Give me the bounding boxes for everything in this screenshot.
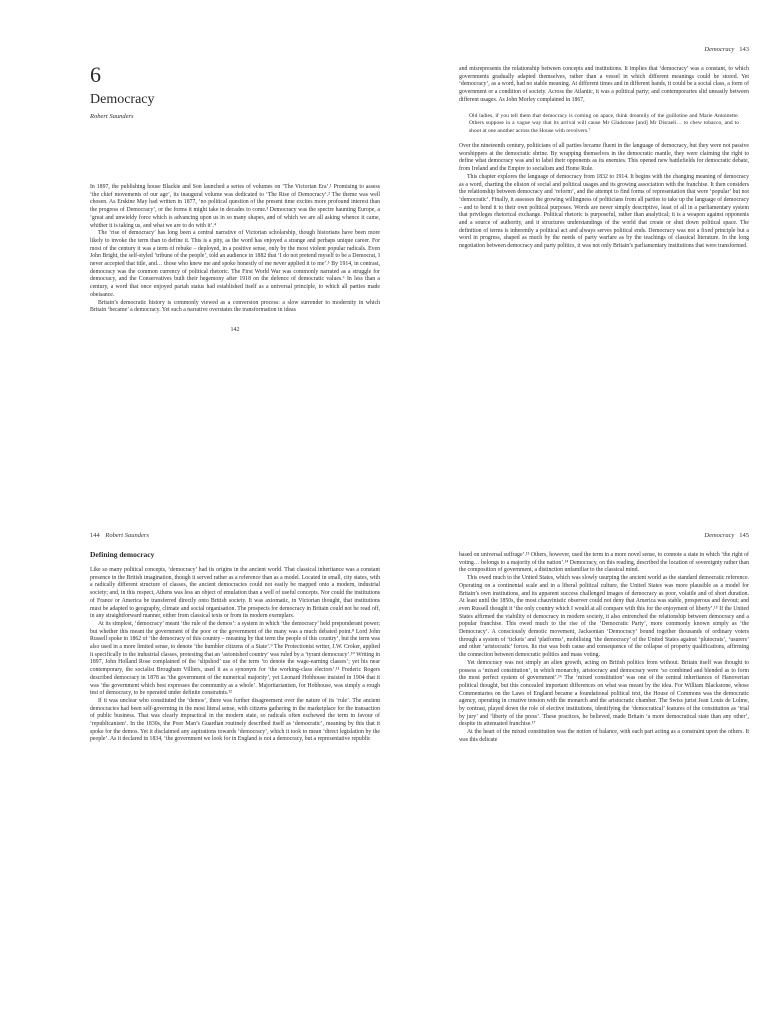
running-head <box>459 46 749 56</box>
block-quote: Old ladies, if you tell them that democracy is coming on apace, think dreamily of the guillotine and Marie Antoinette. Others suppose in a vague way that its arrival will cause Mr Gladstone [and] Mr Disraeli… to chew tobacco, and to shoot at one another across the House with revolvers.⁷ <box>469 112 739 134</box>
chapter-number: 6 <box>90 62 101 87</box>
paragraph: Like so many political concepts, ‘democracy’ had its origins in the ancient world. That classical inheritance was a constant presence in the British imagination, though it served rather as a reference than as a model. Located in small, city states, with a radically different structure of classes, the ancient democracies could not easily be mapped onto a modern, industrial society; and, in this respect, Athens was less an object of emulation than a well of useful concepts. Nor could the institutions of France or America be transferred directly onto British society. It was axiomatic, in Victorian thought, that institutions must be adapted to geography, climate and social organisation. The prospects for democracy in Britain could not be read off, in any straightforward manner, either from classical texts or from its modern exemplars. <box>90 567 380 620</box>
page-number: 144 <box>90 532 100 539</box>
paragraph: In 1897, the publishing house Blackie and Son launched a series of volumes on ‘The Victorian Era’.¹ Promising to assess ‘the chief movements of our age’, its inaugural volume was dedicated to ‘The Rise of Democracy’.² The theme was well chosen. As Erskine May had written in 1877, ‘no political question of the present time excites more profound interest than the progress of Democracy’, or the forms it might take in decades to come.³ Democracy was the spectre haunting Europe, a ‘great and unwieldy force which is advancing upon us in so many shapes, and of which we are all asking whence it came, whither it is taking us, and what we are to do with it’.⁴ <box>90 184 380 229</box>
running-head-title: Democracy <box>704 46 735 53</box>
page-number: 143 <box>739 46 749 53</box>
page-143 <box>459 46 749 534</box>
paragraph: Yet democracy was not simply an alien growth, acting on British politics from without. Britain itself was thought to possess a ‘mixed constitution’, in which monarchy, aristocracy and democracy were ‘so combined and blended as to form the most perfect system of government’.¹⁶ The ‘mixed constitution’ was one of the central inheritances of Hanoverian political thought, but this concealed important differences on what was meant by the idea. For William Blackstone, whose Commentaries on the Laws of England became a foundational political text, the House of Commons was the democratic agency, operating in creative tension with the monarch and the aristocratic chamber. The Swiss jurist Jean Louis de Lolme, by contrast, played down the role of elective institutions, identifying the ‘democratical’ features of the constitution as ‘trial by jury’ and ‘liberty of the press’. These practices, he believed, made Britain ‘a more democratical state than any other’, despite its attenuated franchise.¹⁷ <box>459 659 749 728</box>
chapter-author: Robert Saunders <box>90 113 134 120</box>
running-head-title: Democracy <box>704 532 735 539</box>
paragraph: Over the nineteenth century, politicians of all parties became fluent in the language of democracy, but they were not passive worshippers at the democratic shrine. By wrapping themselves in the democratic mantle, they were claiming the right to define what democracy was and to label their opponents as its enemies. This opened new battlefields for democratic debate, from Ireland and the Empire to socialism and Home Rule. <box>459 143 749 173</box>
running-head-author: Robert Saunders <box>105 532 149 539</box>
paragraph: This chapter explores the language of democracy from 1832 to 1914. It begins with the changing meaning of democracy as a word, charting the elision of social and political usages and its growing association with the franchise. It then considers the relationship between democracy and ‘reform’, and the attempt to find forms of representation that were ‘popular’ but not ‘democratic’. Finally, it assesses the growing willingness of politicians from all parties to take up the language of democracy – and to bend it to their own political purposes. Words are never simply descriptive, least of all in a parliamentary system that privileges rhetorical exchange. Political rhetoric is purposeful, rather than analytical; it is a weapon against opponents and a source of authority, and it structures understandings of the world that create or shut down political space. The definition of terms is inherently a political act and always serves political ends. Democracy was not a fixed principle but a word in progress, shaped as much by the needs of party warfare as by the teachings of classical literature. In the long negotiation between democracy and party politics, it was not only Britain’s parliamentary institutions that were transformed. <box>459 173 749 250</box>
paragraph: The ‘rise of democracy’ has long been a central narrative of Victorian scholarship, though historians have been more likely to invoke the term than to define it. This is a pity, as the word has enjoyed a strange and perhaps unique career. For most of the century it was a term of rebuke – deployed, in a positive sense, only by the most violent popular radicals. Even John Bright, the self-styled ‘tribune of the people’, told an audience in 1882 that ‘I do not pretend myself to be a Democrat, I never accepted that title, and… those who knew me and spoke honestly of me never applied it to me’.⁵ By 1914, in contrast, democracy was the common currency of political rhetoric. The First World War was commonly narrated as a struggle for democracy, and the Conservatives built their hegemony after 1918 on the defence of democratic values.⁶ In less than a century, a word that once enjoyed pariah status had established itself as a universal principle, to which all parties made obeisance. <box>90 230 380 298</box>
section-heading: Defining democracy <box>90 550 155 559</box>
page-145 <box>459 532 749 1020</box>
page-144 <box>90 532 380 1020</box>
paragraph: based on universal suffrage’.¹³ Others, however, used the term in a more novel sense, to connote a state in which ‘the right of voting… belongs to a majority of the nation’.¹⁴ Democracy, on this reading, described the location of sovereignty rather than the composition of government, a distinction unfamiliar to the classical mind. <box>459 552 749 574</box>
paragraph: If it was unclear who constituted the ‘demos’, there was further disagreement over the nature of its ‘rule’. The ancient democracies had been self-governing in the most literal sense, with citizens gathering in the marketplace for the transaction of public business. That was clearly impractical in the modern state, so radicals often eschewed the term in favour of ‘republicanism’. In the 1830s, the Poor Man’s Guardian routinely described itself as ‘democratic’, meaning by this that it spoke for the demos. Yet it disclaimed any aspirations towards ‘democracy’, which it took to mean ‘direct legislation by the people’. As it declared in 1834, ‘the government we look for in England is not a democracy, but a representative republic <box>90 697 380 743</box>
paragraph: At its simplest, ‘democracy’ meant ‘the rule of the demos’: a system in which ‘the democracy’ held preponderant power; but whether this meant the government of the poor or the government of the many was a much debated point.⁸ Lord John Russell spoke in 1862 of ‘the democracy of this country – meaning by that term the people of this country’, but the term was also used in a more limited sense, to denote ‘the humbler citizens of a State’.⁹ The Protectionist writer, J.W. Croker, applied it specifically to the industrial classes, protesting that an ‘astonished country’ was ruled by a ‘tyrant democracy’.¹⁰ Writing in 1897, John Holland Rose complained of the ‘slipshod’ use of the term ‘to denote the wage-earning classes’; yet his near contemporary, the socialist Brougham Villiers, used it as a synonym for ‘the working-class electors’.¹¹ Frederic Rogers described democracy in 1878 as ‘the government of the numerical majority’, yet Leonard Hobhouse insisted in 1904 that it was ‘the government which best expresses the community as a whole’. Majoritarianism, for Hobhouse, was simply a rough test of democracy, to be operated under definite constraints.¹² <box>90 620 380 697</box>
running-head <box>459 532 749 542</box>
page-number: 145 <box>739 532 749 539</box>
chapter-title: Democracy <box>90 92 155 107</box>
paragraph: Britain’s democratic history is commonly viewed as a conversion process: a slow surrender to modernity in which Britain ‘became’ a democracy. Yet such a narrative overstates the transformation in ideas <box>90 299 380 314</box>
paragraph: At the heart of the mixed constitution was the notion of balance, with each part acting as a constraint upon the others. It was this delicate <box>459 729 749 743</box>
paragraph: and misrepresents the relationship between concepts and institutions. It implies that ‘democracy’ was a constant, to which governments gradually adapted themselves, rather than a vessel in which different meanings could be stored. Yet ‘democracy’, as a word, had no stable meaning. At different times and in different hands, it could be a social class, a form of government or a condition of society. Across the Atlantic, it was a political party; and contemporaries slid uneasily between different usages. As John Morley complained in 1867, <box>459 66 749 103</box>
paragraph: This owed much to the United States, which was slowly usurping the ancient world as the standard democratic reference. Operating on a continental scale and in a liberal political culture, the United States was more plausible as a model for Britain’s own institutions, and its apparent success challenged images of democracy as poor, volatile and of short duration. At least until the 1850s, the most chauvinistic observer could not deny that America was stable, prosperous and devout; and even Russell thought it ‘the only country which I would at all compare with this for the enjoyment of liberty’.¹⁵ If the United States affirmed the viability of democracy in modern society, it also entrenched the relationship between democracy and a popular franchise. This owed much to the rise of the ‘Democratic Party’, more commonly known simply as ‘the Democracy’. A consciously demotic movement, Jacksonian ‘Democracy’ bound together thousands of ordinary voters through a system of ‘tickets’ and ‘platforms’, mobilising ‘the democracy’ of the United States against ‘plutocrats’, ‘usurers’ and other ‘aristocratic’ forces. Its rise was both cause and consequence of the collapse of property qualifications, affirming the connection between democratic politics and mass voting. <box>459 575 749 659</box>
folio: 142 <box>230 326 240 333</box>
running-head <box>90 532 380 542</box>
page-142 <box>90 46 380 534</box>
